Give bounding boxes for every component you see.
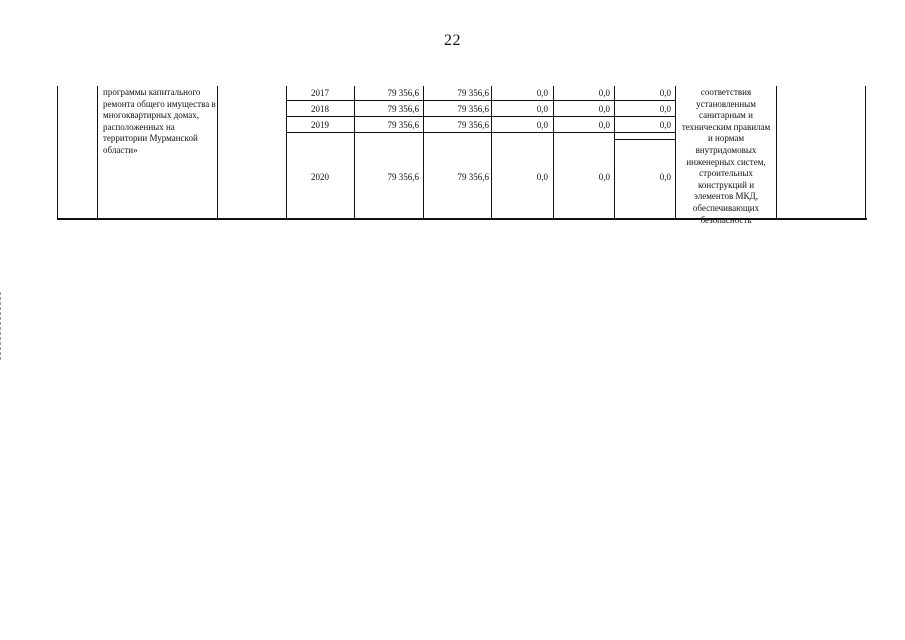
table-column-line [776, 86, 777, 219]
page-number: 22 [444, 32, 461, 49]
value-cell: 79 356,6 [387, 88, 419, 98]
table-column-line [97, 86, 98, 219]
value-cell: 0,0 [659, 88, 671, 98]
year-cell: 2019 [311, 120, 329, 130]
value-cell: 79 356,6 [457, 88, 489, 98]
value-cell: 79 356,6 [387, 104, 419, 114]
table-row-line [286, 116, 676, 117]
table-column-line [57, 86, 58, 219]
table-row-line [286, 132, 676, 133]
table-row-line [614, 139, 676, 140]
value-cell: 0,0 [598, 104, 610, 114]
table-column-line [286, 86, 287, 219]
scan-edge-mark [0, 292, 3, 360]
value-cell: 0,0 [659, 104, 671, 114]
table-column-line [491, 86, 492, 219]
value-cell: 0,0 [598, 172, 610, 182]
value-cell: 0,0 [536, 88, 548, 98]
value-cell: 79 356,6 [457, 172, 489, 182]
value-cell: 79 356,6 [387, 172, 419, 182]
table-row-line [286, 100, 676, 101]
value-cell: 0,0 [659, 172, 671, 182]
year-cell: 2018 [311, 104, 329, 114]
year-cell: 2017 [311, 88, 329, 98]
program-description-cell: программы капитального ремонта общего имущества в многоквартирных домах, расположенных на территории Мурманской области» [103, 87, 216, 155]
value-cell: 0,0 [659, 120, 671, 130]
value-cell: 0,0 [598, 88, 610, 98]
value-cell: 79 356,6 [457, 104, 489, 114]
result-description-cell: соответствия установленным санитарным и техническим правилам и нормам внутридомовых инженерных систем, строительных конструкций и элементов МКД, обеспечивающих безопасность [681, 87, 771, 225]
value-cell: 0,0 [598, 120, 610, 130]
year-cell: 2020 [311, 172, 329, 182]
value-cell: 0,0 [536, 172, 548, 182]
value-cell: 0,0 [536, 120, 548, 130]
budget-table [57, 86, 867, 225]
table-column-line [865, 86, 866, 219]
value-cell: 0,0 [536, 104, 548, 114]
table-column-line [614, 86, 615, 219]
table-column-line [675, 86, 676, 219]
value-cell: 79 356,6 [387, 120, 419, 130]
table-column-line [423, 86, 424, 219]
value-cell: 79 356,6 [457, 120, 489, 130]
